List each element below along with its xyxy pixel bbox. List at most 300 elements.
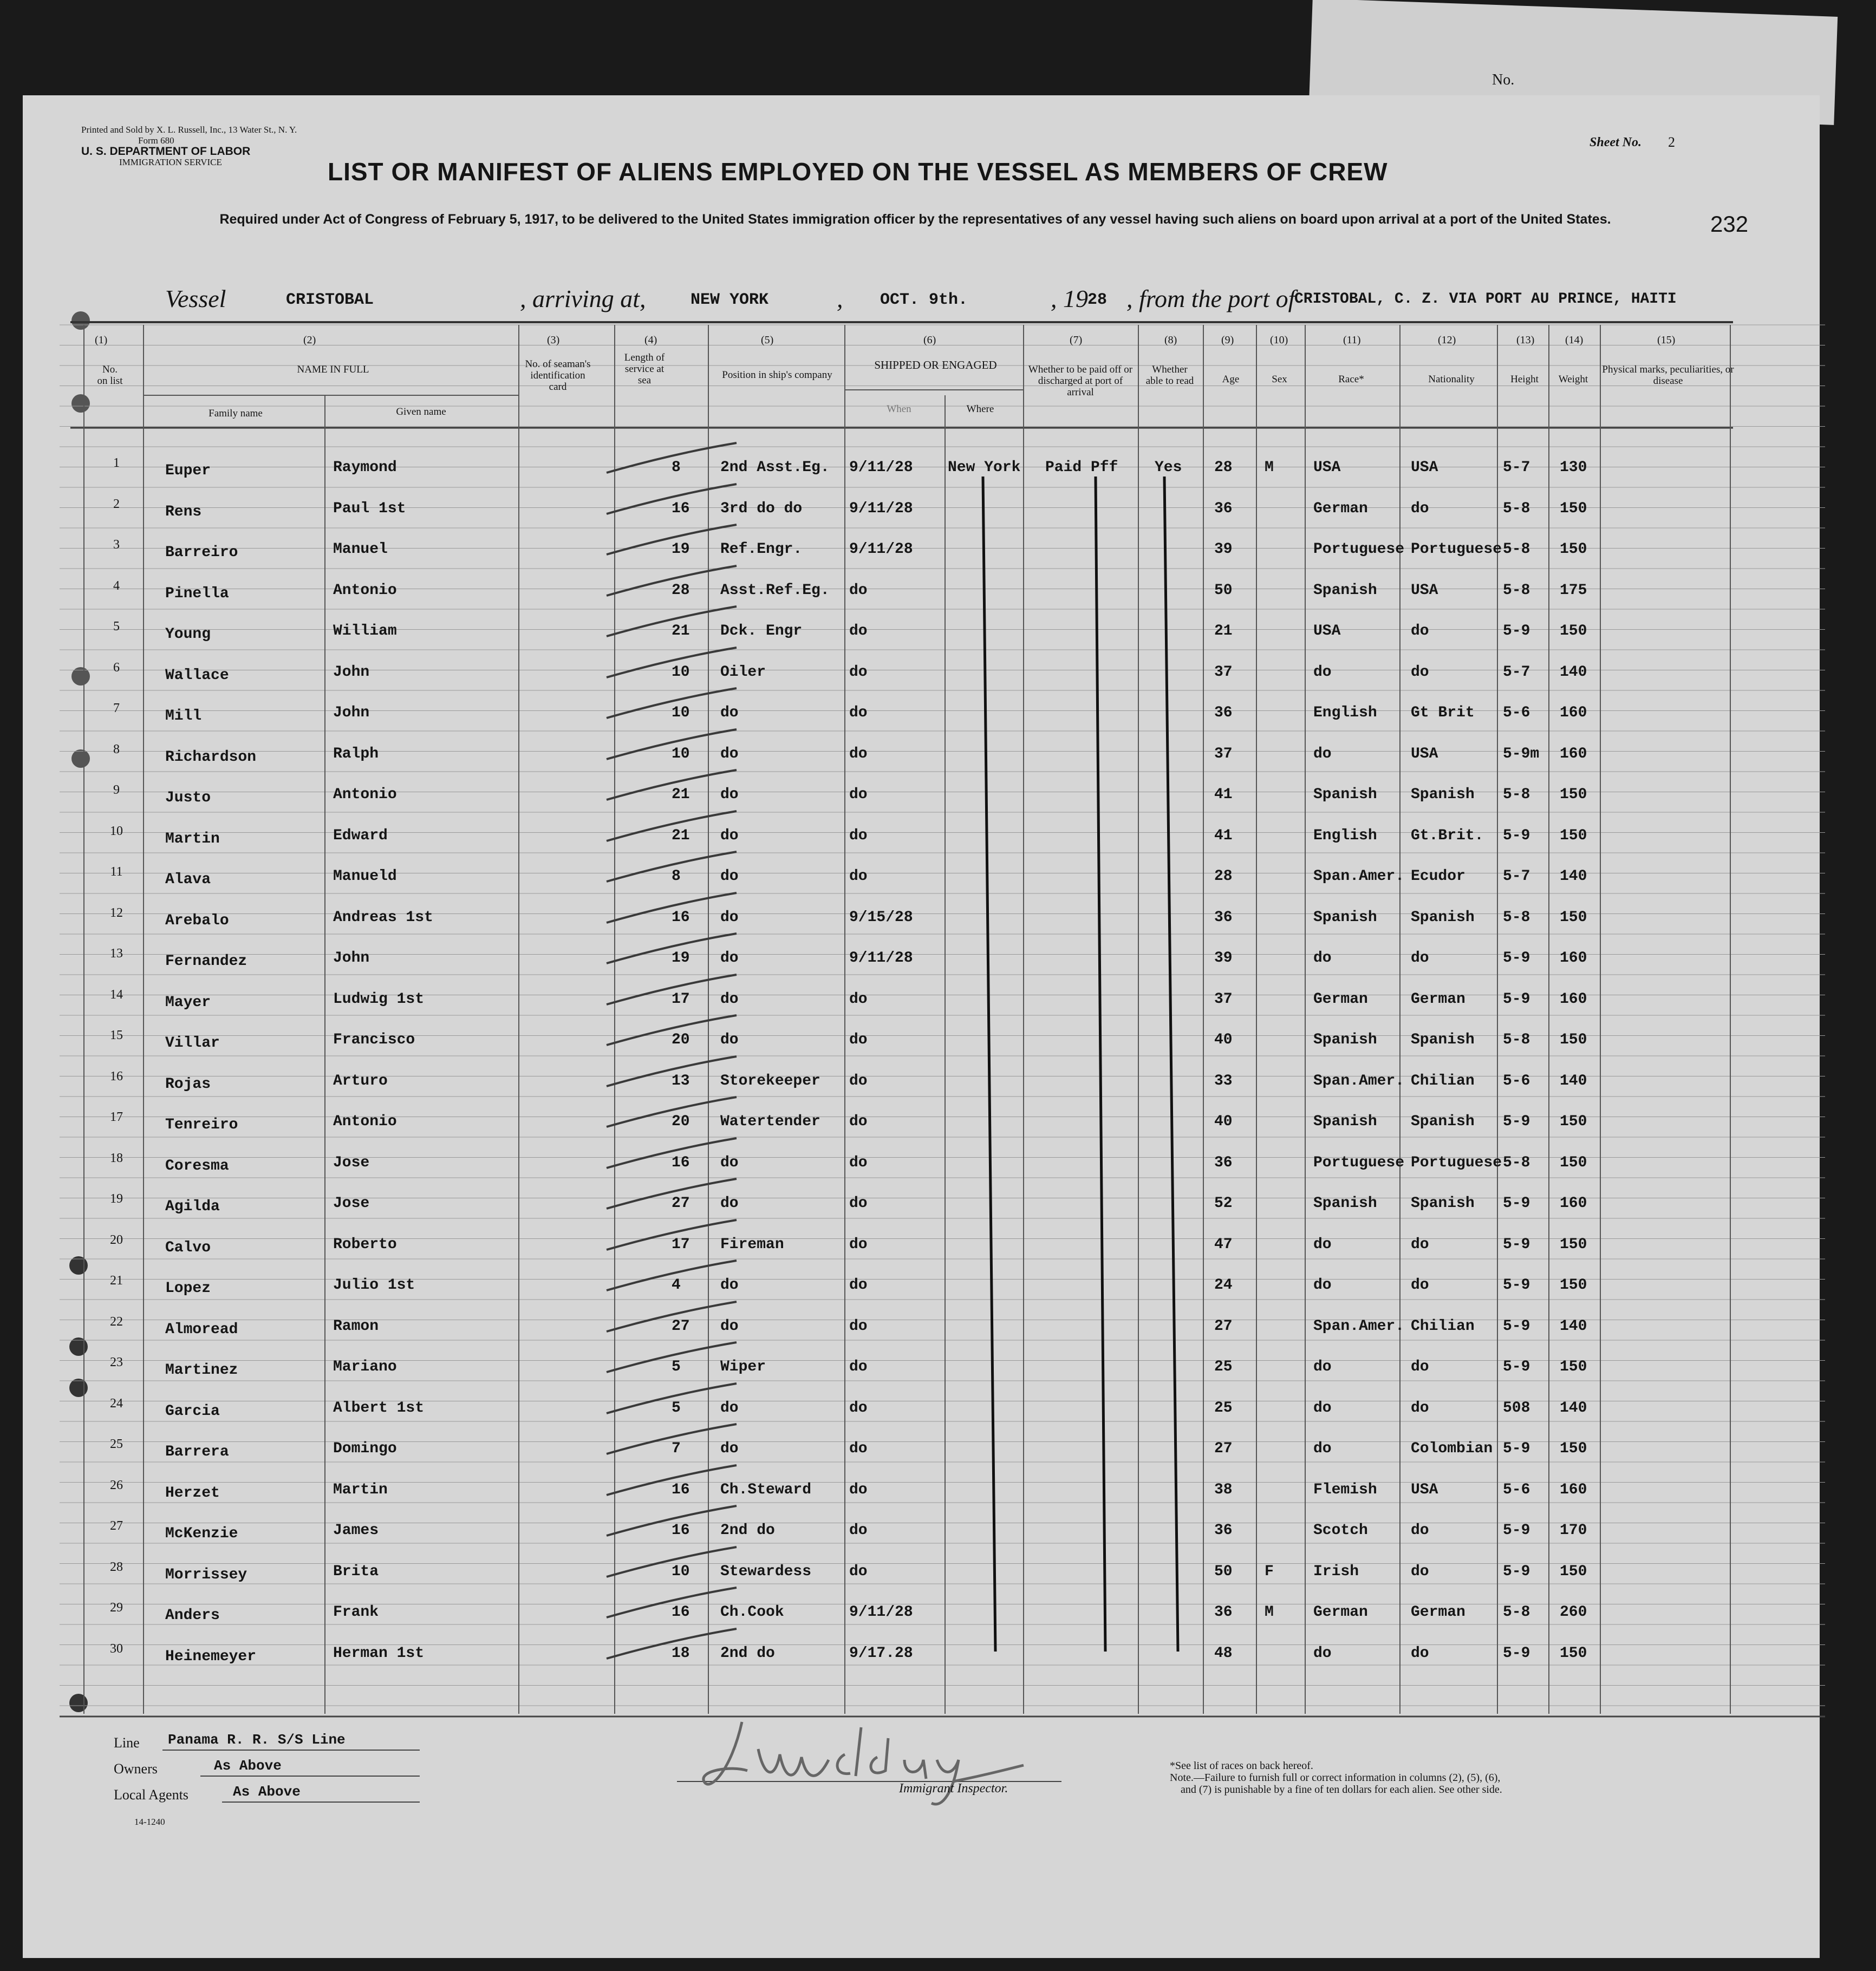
race-cell: do — [1313, 1644, 1332, 1662]
height-cell: 5-9 — [1503, 950, 1530, 967]
header-paid-off: Whether to be paid off or discharged at port of arrival — [1028, 364, 1133, 398]
position-cell: do — [720, 786, 739, 803]
header-weight: Weight — [1558, 374, 1588, 385]
nationality-cell: Spanish — [1411, 1113, 1475, 1130]
race-cell: do — [1313, 663, 1332, 681]
shipped-when-cell: do — [849, 990, 868, 1008]
age-cell: 40 — [1214, 1113, 1233, 1130]
family-name-cell: Herzet — [165, 1484, 220, 1502]
position-cell: 2nd Asst.Eg. — [720, 459, 830, 476]
column-number: (4) — [644, 334, 657, 346]
shipped-when-cell: do — [849, 1032, 868, 1048]
weight-cell: 130 — [1560, 459, 1587, 476]
position-cell: do — [720, 1317, 739, 1335]
nationality-cell: USA — [1411, 459, 1438, 476]
shipped-where-cell: New York — [948, 459, 1021, 476]
race-cell: English — [1313, 827, 1377, 844]
age-cell: 37 — [1214, 745, 1233, 762]
row-number: 26 — [110, 1478, 123, 1492]
height-cell: 5-9 — [1503, 1522, 1530, 1539]
height-cell: 5-6 — [1503, 704, 1530, 721]
height-cell: 5-8 — [1503, 1604, 1530, 1621]
family-name-cell: Rens — [165, 503, 202, 520]
header-position: Position in ship's company — [722, 369, 832, 381]
age-cell: 50 — [1214, 582, 1233, 599]
position-cell: do — [720, 1277, 739, 1294]
length-service-cell: 19 — [672, 950, 690, 967]
weight-cell: 150 — [1560, 1032, 1587, 1048]
header-age: Age — [1222, 374, 1240, 385]
height-cell: 5-9 — [1503, 1317, 1530, 1335]
row-number: 3 — [113, 538, 120, 552]
weight-cell: 140 — [1560, 1399, 1587, 1417]
length-service-cell: 8 — [672, 868, 681, 885]
shipped-when-cell: do — [849, 704, 868, 721]
weight-cell: 150 — [1560, 1563, 1587, 1580]
race-cell: do — [1313, 1359, 1332, 1375]
sheet-number-label: Sheet No. — [1590, 135, 1642, 149]
shipped-when-cell: 9/17.28 — [849, 1644, 913, 1662]
length-service-cell: 28 — [672, 582, 690, 599]
departure-port: CRISTOBAL, C. Z. VIA PORT AU PRINCE, HAITI — [1294, 291, 1677, 308]
length-service-cell: 4 — [672, 1277, 681, 1294]
given-name-cell: John — [333, 704, 370, 721]
comma-separator: , — [837, 285, 843, 312]
position-cell: do — [720, 1399, 739, 1417]
length-service-cell: 20 — [672, 1113, 690, 1130]
family-name-cell: Heinemeyer — [165, 1648, 257, 1665]
age-cell: 33 — [1214, 1072, 1233, 1089]
race-cell: Spanish — [1313, 1113, 1377, 1130]
family-name-cell: Fernandez — [165, 953, 247, 970]
weight-cell: 160 — [1560, 704, 1587, 721]
column-number: (7) — [1070, 334, 1083, 346]
height-cell: 5-8 — [1503, 909, 1530, 926]
family-name-cell: Rojas — [165, 1075, 211, 1093]
age-cell: 37 — [1214, 663, 1233, 681]
height-cell: 5-9 — [1503, 623, 1530, 639]
length-service-cell: 16 — [672, 909, 690, 926]
length-service-cell: 21 — [672, 827, 690, 844]
given-name-cell: Jose — [333, 1154, 370, 1171]
given-name-cell: Edward — [333, 827, 388, 844]
family-name-cell: Anders — [165, 1607, 220, 1624]
position-cell: Ch.Steward — [720, 1481, 812, 1498]
given-name-cell: Manueld — [333, 868, 397, 885]
age-cell: 41 — [1214, 827, 1233, 844]
given-name-cell: Antonio — [333, 786, 397, 803]
given-name-cell: Herman 1st — [333, 1644, 425, 1662]
nationality-cell: Ecudor — [1411, 868, 1465, 885]
footer-line-value: Panama R. R. S/S Line — [168, 1732, 346, 1748]
position-cell: Wiper — [720, 1359, 766, 1375]
age-cell: 24 — [1214, 1277, 1233, 1294]
header-race: Race* — [1338, 374, 1364, 385]
position-cell: Watertender — [720, 1113, 820, 1130]
row-number: 15 — [110, 1028, 123, 1042]
age-cell: 39 — [1214, 950, 1233, 967]
weight-cell: 140 — [1560, 1072, 1587, 1089]
length-service-cell: 16 — [672, 1481, 690, 1498]
age-cell: 28 — [1214, 459, 1233, 476]
race-cell: Spanish — [1313, 909, 1377, 926]
shipped-when-cell: do — [849, 1359, 868, 1375]
height-cell: 5-9 — [1503, 1359, 1530, 1375]
nationality-cell: do — [1411, 1359, 1429, 1375]
length-service-cell: 5 — [672, 1359, 681, 1375]
shipped-when-cell: do — [849, 1072, 868, 1089]
family-name-cell: Barreiro — [165, 544, 238, 561]
able-to-read-cell: Yes — [1155, 459, 1182, 476]
race-cell: USA — [1313, 459, 1341, 476]
nationality-cell: do — [1411, 1399, 1429, 1417]
arriving-label: , arriving at, — [520, 285, 646, 312]
nationality-cell: German — [1411, 990, 1465, 1008]
age-cell: 27 — [1214, 1440, 1233, 1457]
race-cell: German — [1313, 500, 1368, 517]
family-name-cell: Justo — [165, 789, 211, 806]
nationality-cell: Portuguese — [1411, 1154, 1502, 1171]
weight-cell: 150 — [1560, 909, 1587, 926]
race-cell: Portuguese — [1313, 1154, 1405, 1171]
age-cell: 25 — [1214, 1359, 1233, 1375]
header-sex: Sex — [1272, 374, 1287, 385]
sex-cell: F — [1265, 1563, 1274, 1580]
column-number: (14) — [1565, 334, 1584, 346]
nationality-cell: Spanish — [1411, 1032, 1475, 1048]
length-service-cell: 5 — [672, 1399, 681, 1417]
given-name-cell: Francisco — [333, 1032, 415, 1048]
row-number: 14 — [110, 987, 123, 1002]
arrival-port: NEW YORK — [691, 291, 769, 309]
height-cell: 5-9 — [1503, 1563, 1530, 1580]
length-service-cell: 18 — [672, 1644, 690, 1662]
shipped-when-cell: do — [849, 1236, 868, 1253]
nationality-cell: USA — [1411, 582, 1438, 599]
footer-owners-value: As Above — [214, 1758, 282, 1774]
shipped-when-cell: do — [849, 582, 868, 599]
weight-cell: 150 — [1560, 1236, 1587, 1253]
family-name-cell: Morrissey — [165, 1566, 247, 1583]
given-name-cell: Arturo — [333, 1072, 388, 1089]
column-number: (5) — [761, 334, 774, 346]
shipped-when-cell: 9/11/28 — [849, 950, 913, 967]
family-name-cell: Barrera — [165, 1444, 229, 1460]
family-name-cell: Tenreiro — [165, 1117, 238, 1133]
column-number: (15) — [1657, 334, 1676, 346]
weight-cell: 150 — [1560, 1644, 1587, 1662]
race-cell: do — [1313, 745, 1332, 762]
weight-cell: 160 — [1560, 950, 1587, 967]
position-cell: Asst.Ref.Eg. — [720, 582, 830, 599]
race-cell: do — [1313, 1236, 1332, 1253]
position-cell: Ref.Engr. — [720, 541, 803, 558]
length-service-cell: 7 — [672, 1440, 681, 1457]
footer-owners-label: Owners — [114, 1761, 158, 1777]
row-number: 23 — [110, 1355, 123, 1369]
age-cell: 36 — [1214, 1154, 1233, 1171]
age-cell: 36 — [1214, 1522, 1233, 1539]
position-cell: do — [720, 990, 739, 1008]
nationality-cell: do — [1411, 623, 1429, 639]
shipped-when-cell: do — [849, 1154, 868, 1171]
weight-cell: 150 — [1560, 1154, 1587, 1171]
column-number: (8) — [1164, 334, 1177, 346]
from-port-label: , from the port of — [1126, 285, 1295, 312]
family-name-cell: Coresma — [165, 1157, 229, 1174]
shipped-when-cell: 9/11/28 — [849, 541, 913, 558]
race-cell: do — [1313, 950, 1332, 967]
row-number: 24 — [110, 1396, 123, 1411]
family-name-cell: McKenzie — [165, 1525, 238, 1542]
header-nationality: Nationality — [1428, 374, 1475, 385]
nationality-cell: Gt.Brit. — [1411, 827, 1484, 844]
document-subtitle: Required under Act of Congress of February 5, 1917, to be delivered to the United States immigration officer by the representatives of any vessel having such aliens on board upon arrival at a port of the United States. — [219, 212, 1611, 227]
height-cell: 508 — [1503, 1399, 1530, 1417]
department-name: U. S. DEPARTMENT OF LABOR — [81, 145, 251, 158]
height-cell: 5-7 — [1503, 663, 1530, 681]
header-where: Where — [966, 403, 994, 415]
column-number: (12) — [1438, 334, 1456, 346]
race-cell: Scotch — [1313, 1522, 1368, 1539]
length-service-cell: 21 — [672, 786, 690, 803]
family-name-cell: Wallace — [165, 667, 229, 684]
given-name-cell: Manuel — [333, 541, 388, 558]
weight-cell: 260 — [1560, 1604, 1587, 1621]
height-cell: 5-8 — [1503, 1154, 1530, 1171]
sex-cell: M — [1265, 459, 1274, 476]
nationality-cell: do — [1411, 500, 1429, 517]
shipped-when-cell: do — [849, 1522, 868, 1539]
row-number: 21 — [110, 1274, 123, 1288]
given-name-cell: Raymond — [333, 459, 397, 476]
printer-line: Printed and Sold by X. L. Russell, Inc., 13 Water St., N. Y. — [81, 125, 297, 135]
age-cell: 25 — [1214, 1399, 1233, 1417]
race-cell: Irish — [1313, 1563, 1359, 1580]
race-cell: Spanish — [1313, 1195, 1377, 1212]
race-cell: German — [1313, 990, 1368, 1008]
position-cell: 3rd do do — [720, 500, 803, 517]
height-cell: 5-9 — [1503, 1113, 1530, 1130]
footer-note-3: and (7) is punishable by a fine of ten dollars for each alien. See other side. — [1181, 1784, 1502, 1796]
length-service-cell: 10 — [672, 663, 690, 681]
length-service-cell: 16 — [672, 1522, 690, 1539]
row-number: 8 — [113, 742, 120, 756]
family-name-cell: Mayer — [165, 994, 211, 1011]
row-number: 13 — [110, 947, 123, 961]
given-name-cell: Frank — [333, 1604, 379, 1621]
position-cell: 2nd do — [720, 1644, 775, 1662]
header-length-service: Length of service at sea — [624, 352, 665, 386]
length-service-cell: 10 — [672, 745, 690, 762]
age-cell: 50 — [1214, 1563, 1233, 1580]
length-service-cell: 16 — [672, 1154, 690, 1171]
family-name-cell: Villar — [165, 1035, 220, 1052]
inspector-signature — [699, 1706, 1078, 1814]
length-service-cell: 8 — [672, 459, 681, 476]
height-cell: 5-7 — [1503, 459, 1530, 476]
header-able-to-read: Whether able to read — [1145, 364, 1194, 387]
height-cell: 5-9 — [1503, 1644, 1530, 1662]
row-number: 12 — [110, 905, 123, 920]
race-cell: do — [1313, 1440, 1332, 1457]
given-name-cell: John — [333, 950, 370, 967]
shipped-when-cell: do — [849, 663, 868, 681]
header-id-card: No. of seaman's identification card — [525, 358, 591, 393]
sheet-number: 2 — [1668, 134, 1675, 150]
shipped-when-cell: do — [849, 786, 868, 803]
nationality-cell: do — [1411, 1277, 1429, 1294]
row-number: 29 — [110, 1601, 123, 1615]
weight-cell: 150 — [1560, 1359, 1587, 1375]
position-cell: Storekeeper — [720, 1072, 820, 1089]
weight-cell: 140 — [1560, 663, 1587, 681]
shipped-when-cell: do — [849, 623, 868, 639]
given-name-cell: Albert 1st — [333, 1399, 425, 1417]
footer-form-code: 14-1240 — [134, 1817, 165, 1827]
race-cell: German — [1313, 1604, 1368, 1621]
document-title: LIST OR MANIFEST OF ALIENS EMPLOYED ON THE VESSEL AS MEMBERS OF CREW — [328, 158, 1388, 186]
weight-cell: 150 — [1560, 1113, 1587, 1130]
column-number: (3) — [547, 334, 560, 346]
length-service-cell: 17 — [672, 1236, 690, 1253]
age-cell: 21 — [1214, 623, 1233, 639]
age-cell: 41 — [1214, 786, 1233, 803]
family-name-cell: Almoread — [165, 1321, 238, 1338]
length-service-cell: 16 — [672, 500, 690, 517]
column-number: (9) — [1221, 334, 1234, 346]
race-cell: Spanish — [1313, 582, 1377, 599]
form-number: Form 680 — [138, 135, 174, 146]
age-cell: 36 — [1214, 1604, 1233, 1621]
row-number: 1 — [113, 456, 120, 470]
arrival-date: OCT. 9th. — [880, 291, 968, 309]
column-number: (1) — [95, 334, 108, 346]
family-name-cell: Arebalo — [165, 912, 229, 929]
family-name-cell: Euper — [165, 462, 211, 479]
header-height: Height — [1510, 374, 1539, 385]
nationality-cell: German — [1411, 1604, 1465, 1621]
length-service-cell: 27 — [672, 1195, 690, 1212]
shipped-when-cell: do — [849, 1277, 868, 1294]
shipped-when-cell: 9/11/28 — [849, 1604, 913, 1621]
height-cell: 5-8 — [1503, 786, 1530, 803]
nationality-cell: Portuguese — [1411, 541, 1502, 558]
race-cell: Span.Amer. — [1313, 868, 1405, 885]
shipped-when-cell: do — [849, 1440, 868, 1457]
weight-cell: 150 — [1560, 623, 1587, 639]
family-name-cell: Pinella — [165, 585, 229, 602]
height-cell: 5-9m — [1503, 745, 1540, 762]
shipped-when-cell: do — [849, 1563, 868, 1580]
given-name-cell: Andreas 1st — [333, 909, 433, 926]
paid-off-cell: Paid Pff — [1045, 459, 1118, 476]
age-cell: 36 — [1214, 704, 1233, 721]
row-number: 20 — [110, 1232, 123, 1247]
given-name-cell: William — [333, 623, 397, 639]
header-family-name: Family name — [209, 408, 263, 419]
header-name-in-full: NAME IN FULL — [297, 364, 369, 375]
length-service-cell: 10 — [672, 704, 690, 721]
footer-agents-label: Local Agents — [114, 1787, 188, 1803]
footer-note-1: *See list of races on back hereof. — [1170, 1760, 1313, 1772]
given-name-cell: Mariano — [333, 1359, 397, 1375]
race-cell: Span.Amer. — [1313, 1317, 1405, 1335]
position-cell: do — [720, 950, 739, 967]
position-cell: Dck. Engr — [720, 623, 803, 639]
column-number: (10) — [1270, 334, 1288, 346]
inspector-label: Immigrant Inspector. — [899, 1781, 1008, 1796]
height-cell: 5-9 — [1503, 1195, 1530, 1212]
row-number: 7 — [113, 701, 120, 715]
position-cell: do — [720, 827, 739, 844]
row-number: 5 — [113, 619, 120, 634]
service-name: IMMIGRATION SERVICE — [119, 157, 222, 167]
nationality-cell: Gt Brit — [1411, 704, 1475, 721]
race-cell: USA — [1313, 623, 1341, 639]
family-name-cell: Young — [165, 626, 211, 643]
given-name-cell: Antonio — [333, 582, 397, 599]
nationality-cell: do — [1411, 1522, 1429, 1539]
weight-cell: 150 — [1560, 541, 1587, 558]
height-cell: 5-9 — [1503, 1236, 1530, 1253]
position-cell: Ch.Cook — [720, 1604, 784, 1621]
shipped-when-cell: do — [849, 827, 868, 844]
given-name-cell: Antonio — [333, 1113, 397, 1130]
header-when: When — [887, 403, 911, 415]
family-name-cell: Lopez — [165, 1280, 211, 1297]
position-cell: do — [720, 1440, 739, 1457]
age-cell: 38 — [1214, 1481, 1233, 1498]
weight-cell: 150 — [1560, 827, 1587, 844]
nationality-cell: USA — [1411, 745, 1438, 762]
weight-cell: 160 — [1560, 1195, 1587, 1212]
row-number: 25 — [110, 1437, 123, 1451]
arrival-year: 28 — [1087, 291, 1108, 309]
age-cell: 47 — [1214, 1236, 1233, 1253]
nationality-cell: Spanish — [1411, 786, 1475, 803]
weight-cell: 140 — [1560, 868, 1587, 885]
header-physical-marks: Physical marks, peculiarities, or disease — [1602, 364, 1734, 387]
age-cell: 36 — [1214, 909, 1233, 926]
family-name-cell: Martin — [165, 830, 220, 847]
shipped-when-cell: 9/11/28 — [849, 459, 913, 476]
race-cell: Flemish — [1313, 1481, 1377, 1498]
footer-note-2: Note.—Failure to furnish full or correct information in columns (2), (5), (6), — [1170, 1772, 1501, 1784]
height-cell: 5-8 — [1503, 500, 1530, 517]
given-name-cell: Julio 1st — [333, 1277, 415, 1294]
position-cell: do — [720, 1032, 739, 1048]
nationality-cell: do — [1411, 1644, 1429, 1662]
vessel-label: Vessel — [165, 285, 226, 312]
position-cell: do — [720, 1154, 739, 1171]
shipped-when-cell: do — [849, 1195, 868, 1212]
header-shipped: SHIPPED OR ENGAGED — [874, 358, 997, 371]
weight-cell: 160 — [1560, 990, 1587, 1008]
age-cell: 28 — [1214, 868, 1233, 885]
given-name-cell: Domingo — [333, 1440, 397, 1457]
position-cell: do — [720, 1195, 739, 1212]
length-service-cell: 10 — [672, 1563, 690, 1580]
age-cell: 27 — [1214, 1317, 1233, 1335]
race-cell: Spanish — [1313, 1032, 1377, 1048]
footer-line-label: Line — [114, 1735, 140, 1751]
given-name-cell: Martin — [333, 1481, 388, 1498]
row-number: 2 — [113, 497, 120, 511]
shipped-when-cell: do — [849, 1399, 868, 1417]
height-cell: 5-8 — [1503, 1032, 1530, 1048]
race-cell: Span.Amer. — [1313, 1072, 1405, 1089]
